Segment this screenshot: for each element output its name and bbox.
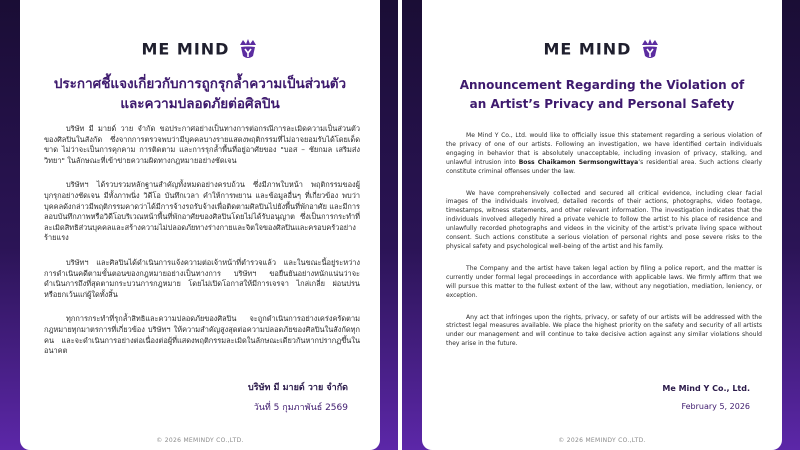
thai-signature <box>248 378 348 418</box>
english-title-line-1: Announcement Regarding the Violation of <box>459 78 745 92</box>
thai-paragraph: บริษัท มี มายด์ วาย จำกัด ขอประกาศอย่างเป็นทางการต่อกรณีการละเมิดความเป็นส่วนตัวของศิลปินในสังกัด ซึ่งจากการตรวจพบว่ามีบุคคลบางรายแสดงพฤติกรรมที่ไม่อาจยอมรับได้โดยเด็ดขาด ไม่ว่าจะเป็นการคุกคาม การติดตาม และการรุกล้ำพื้นที่อยู่อาศัยของ "บอส – ชัยกมล เสริมส่งวิทยา" ในลักษณะที่เข้าข่ายความผิดทางกฎหมายอย่างชัดเจน <box>44 124 360 165</box>
english-paragraph <box>446 132 762 177</box>
thai-title <box>30 74 370 114</box>
english-announcement-panel <box>402 0 800 450</box>
english-body <box>446 132 762 362</box>
thai-body <box>44 124 360 371</box>
english-title-line-2: an Artist’s Privacy and Personal Safety <box>469 97 735 111</box>
english-paragraph: The Company and the artist have taken legal action by filing a police report, and the matter is currently under formal legal proceedings in accordance with applicable laws. We firmly affirm that we will pursue this matter to the fullest extent of the law, without any negotiation, mediation, leniency, or exception. <box>446 264 762 299</box>
english-paragraph-text: ’s residential area. Such actions clearly constitute criminal offenses under the law. <box>446 158 762 175</box>
english-paragraph: We have comprehensively collected and secured all critical evidence, including clear facial images of the individuals involved, detailed records of their actions, photographs, video footage, timestamps, witness statements, and other relevant information. The investigation indicates that the individuals involved allegedly hired a private vehicle to follow the artist to his place of residence and unlawfully recorded photographs and videos in the vicinity of the artist’s private living space without consent. Such actions constitute a serious violation of personal rights and pose severe risks to the physical safety and psychological well-being of the artist and his family. <box>446 189 762 250</box>
brand-logo <box>20 38 380 60</box>
english-signature <box>662 380 750 416</box>
thai-paragraph: ทุกการกระทำที่รุกล้ำสิทธิและความปลอดภัยของศิลปิน จะถูกดำเนินการอย่างเคร่งครัดตามกฎหมายทุกมาตรการที่เกี่ยวข้อง บริษัทฯ ให้ความสำคัญสูงสุดต่อความปลอดภัยของศิลปินในสังกัดทุกคน และจะดำเนินการอย่างต่อเนื่องต่อผู้ที่แสดงพฤติกรรมละเมิดในลักษณะเดียวกันหากปรากฏขึ้นในอนาคต <box>44 314 360 356</box>
thai-company-name: บริษัท มี มายด์ วาย จำกัด <box>248 383 348 393</box>
y-crown-logo-icon <box>639 38 661 60</box>
thai-announcement-panel <box>0 0 398 450</box>
thai-title-line-1: ประกาศชี้แจงเกี่ยวกับการถูกรุกล้ำความเป็นส่วนตัว <box>53 76 347 92</box>
thai-date: วันที่ 5 กุมภาพันธ์ 2569 <box>253 403 348 413</box>
english-announcement-card <box>422 0 782 450</box>
thai-paragraph: บริษัทฯ ได้รวบรวมหลักฐานสำคัญทั้งหมดอย่างครบถ้วน ซึ่งมีภาพใบหน้า พฤติกรรมของผู้บุกรุกอย่างชัดเจน มีทั้งภาพนิ่ง วิดีโอ บันทึกเวลา คำให้การพยาน และข้อมูลอื่นๆ ที่เกี่ยวข้อง พบว่าบุคคลดังกล่าวมีพฤติกรรมคาดว่าได้มีการจ้างรถรับจ้างเพื่อติดตามศิลปินไปยังพื้นที่พักอาศัย และมีการลอบบันทึกภาพหรือวิดีโอบริเวณหน้าพื้นที่พักอาศัยของศิลปินโดยไม่ได้รับอนุญาต ซึ่งเป็นการกระทำที่ละเมิดสิทธิส่วนบุคคลและสร้างความไม่ปลอดภัยทางร่างกายและจิตใจของศิลปินและครอบครัวอย่างร้ายแรง <box>44 180 360 243</box>
artist-name: Boss Chaikamon Sermsongwittaya <box>518 158 639 166</box>
thai-paragraph: บริษัทฯ และศิลปินได้ดำเนินการแจ้งความต่อเจ้าหน้าที่ตำรวจแล้ว และในขณะนี้อยู่ระหว่างการดำเนินคดีตามขั้นตอนของกฎหมายอย่างเป็นทางการ บริษัทฯ ขอยืนยันอย่างหนักแน่นว่าจะดำเนินการถึงที่สุดตามกระบวนการกฎหมาย โดยไม่เปิดโอกาสให้มีการเจรจา ไกล่เกลี่ย ผ่อนปรน หรือยกเว้นแก่ผู้ใดทั้งสิ้น <box>44 257 360 299</box>
english-title <box>432 76 772 114</box>
thai-title-line-2: และความปลอดภัยต่อศิลปิน <box>120 96 280 112</box>
brand-logo <box>422 38 782 60</box>
thai-announcement-card <box>20 0 380 450</box>
brand-name: ME MIND <box>141 39 230 59</box>
english-paragraph-text: Me Mind Y Co., Ltd. would like to officially issue this statement regarding a serious violation of the privacy of one of our artists. Following an investigation, we have identified certain individuals engaging in behavior that is absolutely unacceptable, including invasion of privacy, stalking, and unlawful intrusion into <box>446 132 762 166</box>
english-paragraph: Any act that infringes upon the rights, privacy, or safety of our artists will be addressed with the strictest legal measures available. We place the highest priority on the safety and security of all artists under our management and will continue to take decisive action against any similar violations should they arise in the future. <box>446 313 762 348</box>
thai-footer-copyright: © 2026 MEMINDY CO.,LTD. <box>156 437 244 444</box>
brand-name: ME MIND <box>543 39 632 59</box>
english-footer-copyright: © 2026 MEMINDY CO.,LTD. <box>558 437 646 444</box>
english-company-name: Me Mind Y Co., Ltd. <box>662 384 750 393</box>
y-crown-logo-icon <box>237 38 259 60</box>
english-date: February 5, 2026 <box>681 402 750 411</box>
